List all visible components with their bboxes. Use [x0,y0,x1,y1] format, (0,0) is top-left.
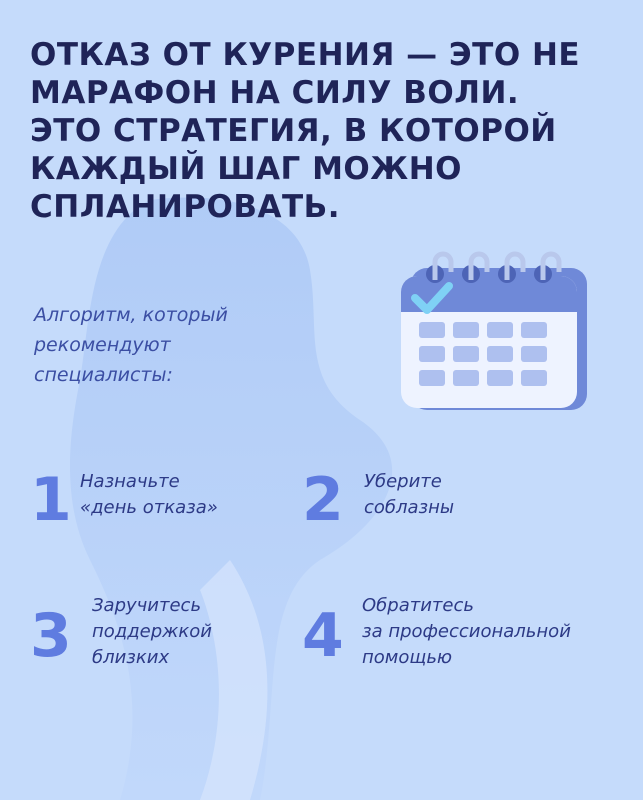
step-text [364,469,454,521]
step-text-line: Заручитесь [92,595,202,616]
step-number: 2 [302,465,344,535]
step-text-line: Уберите [364,471,442,492]
step-text [92,593,212,671]
subtitle [34,300,294,390]
step-text-line: Назначьте [80,471,180,492]
headline-line: МАРАФОН НА СИЛУ ВОЛИ. [30,75,520,111]
step-text-line: близких [92,647,170,668]
headline-line: КАЖДЫЙ ШАГ МОЖНО [30,151,463,187]
step-text-line: Обратитесь [362,595,474,616]
subtitle-line: рекомендуют [34,334,171,356]
step-text-line: поддержкой [92,621,212,642]
step-number: 1 [30,465,72,535]
step-text-line: помощью [362,647,453,668]
step-text-line: соблазны [364,497,455,518]
step-text [362,593,571,671]
step-text [80,469,218,521]
step-text-line: «день отказа» [80,497,218,518]
headline-line: ОТКАЗ ОТ КУРЕНИЯ — ЭТО НЕ [30,37,581,73]
step-number: 3 [30,601,72,671]
calendar-icon [383,246,593,416]
subtitle-line: специалисты: [34,364,173,386]
headline-line: ЭТО СТРАТЕГИЯ, В КОТОРОЙ [30,113,557,149]
headline [30,36,630,226]
step-number: 4 [302,601,344,671]
subtitle-line: Алгоритм, который [34,304,228,326]
headline-line: СПЛАНИРОВАТЬ. [30,189,341,225]
step-text-line: за профессиональной [362,621,571,642]
